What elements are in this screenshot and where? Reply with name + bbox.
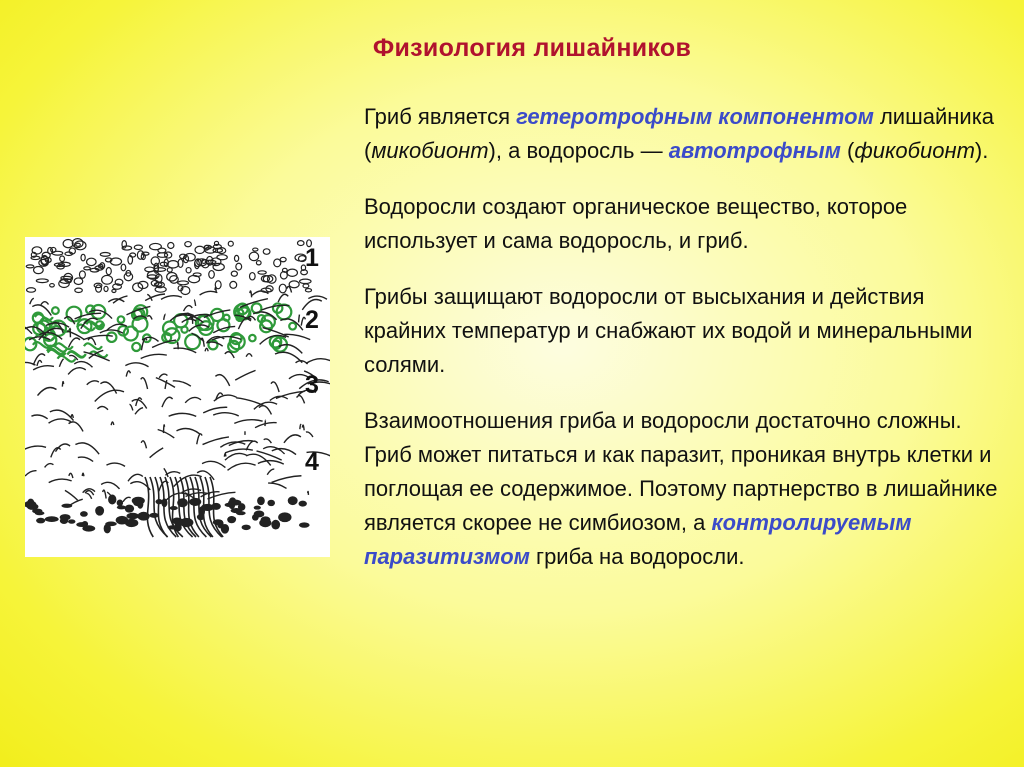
paragraph-4: [364, 404, 1004, 574]
layer-label-3: 3: [305, 371, 319, 399]
text-run: Водоросли создают органическое вещество, которое использует и сама водоросль, и гриб.: [364, 194, 908, 253]
slide-title: Физиология лишайников: [372, 34, 692, 62]
italic-term: фикобионт: [854, 138, 975, 163]
text-run: гриба на водоросли.: [529, 544, 745, 569]
text-run: Гриб является: [364, 104, 517, 129]
layer-label-1: 1: [305, 244, 319, 272]
lichen-layers-drawing: [25, 237, 330, 557]
layer-label-2: 2: [305, 306, 319, 334]
paragraph-2: [364, 190, 1004, 258]
body-text: [364, 100, 1004, 596]
layer-label-4: 4: [305, 448, 319, 476]
italic-term: микобионт: [371, 138, 489, 163]
highlighted-term: контролируемым паразитизмом: [364, 510, 912, 569]
text-run: (: [840, 138, 855, 163]
lichen-cross-section-illustration: [25, 237, 330, 557]
highlighted-term: автотрофным: [668, 138, 841, 163]
text-run: ), а водоросль —: [488, 138, 669, 163]
text-run: лишайника (: [364, 104, 995, 163]
text-run: ).: [974, 138, 989, 163]
paragraph-1: [364, 100, 1004, 168]
text-run: Взаимоотношения гриба и водоросли достаточно сложны. Гриб может питаться и как паразит, проникая внутрь клетки и поглощая ее содержимое. Поэтому партнерство в лишайнике является скорее не симбиозом, а: [364, 408, 998, 535]
text-run: Грибы защищают водоросли от высыхания и действия крайних температур и снабжают их водой и минеральными солями.: [364, 284, 973, 377]
lower-cortex-layer: [25, 495, 310, 534]
paragraph-3: [364, 280, 1004, 382]
algal-layer: [25, 303, 296, 361]
upper-cortex-layer: [26, 239, 311, 295]
highlighted-term: гетеротрофным компонентом: [516, 104, 874, 129]
